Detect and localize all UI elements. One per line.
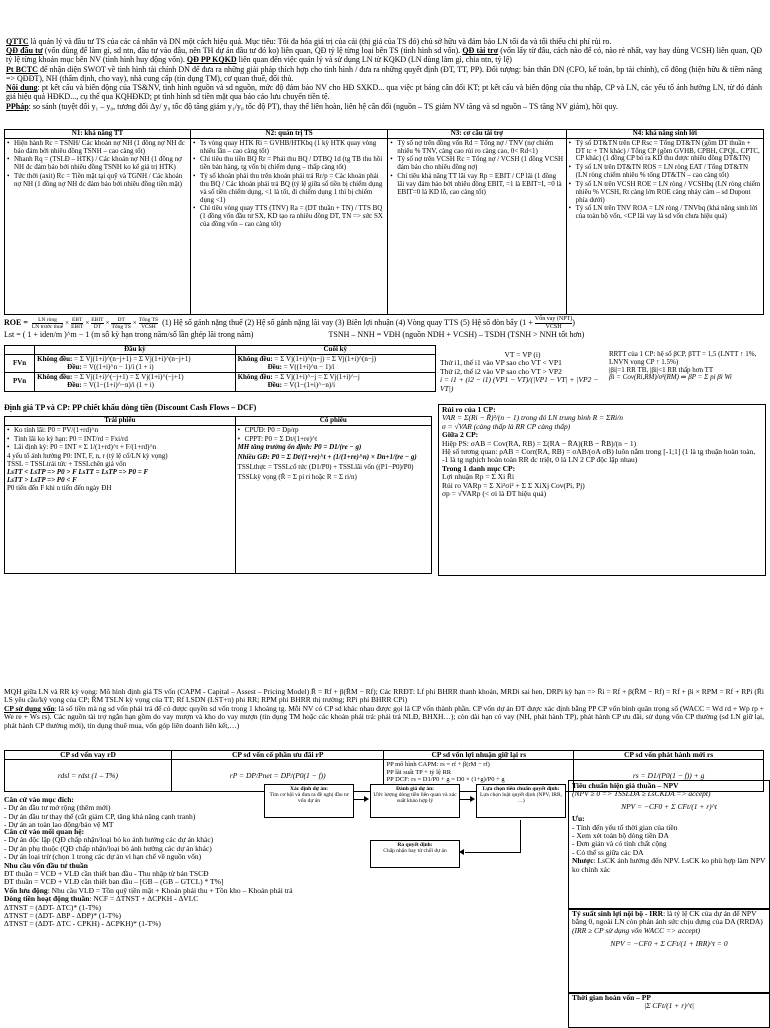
flow-step-criteria: Lựa chọn tiêu chuẩn quyết định: Lựa chọn luật quyết định (NPV, IRR, …) [476, 784, 566, 818]
flow-arrow [353, 799, 364, 800]
intro-content: Nội dung: pt kết cấu và biến động của TS&NV, tình hình nguồn và sd nguồn, mức độ đảm bảo NV cho HĐ SXKD... qua việc pt bảng cân đối KT; pt kết cấu và biến động của thu nhập, CP và LN, các yếu tố ảnh hưởng LN, từ đó đánh giá hiệu quả HĐKD..., cụ thể qua KQHĐKD; pt tình hình sd tiền mặt qua báo cáo lưu chuyển tiền tệ. [6, 83, 762, 102]
ratio-header-n2: N2: quản trị TS [190, 130, 387, 139]
fv-label: FVn [5, 354, 35, 373]
ratio-item: • Tỷ số LN trên VCSH ROE = LN ròng / VCSHbq (LN ròng chiếm nhiêu % VCSH, Rt càng lớn ROE càng nhảy cảm – sd Dupont phía dưới) [576, 181, 761, 204]
dupont-formula: ROE = LN ròng LN trước thuế × EBT EBIT × EBIT DT × DT Tổng TS × Tổng TS VCSH (1) Hệ số gánh nặng thuế (2) Hệ số gánh nặng lãi vay (3) Biên lợi nhuận (4) Vòng quay TTS (5) Hệ số đòn bẩy (1 + Vốn vay (NPT) VCSH ) [4, 316, 575, 330]
ratio-item: • Tỷ số nợ trên đồng vốn Rd = Tổng nợ / TNV (nợ chiếm nhiêu % TNV, càng cao rủi ro càng cao, 0< Rd<1) [397, 140, 563, 156]
ratio-item: • Tỷ số LN trên TNV ROA = LN ròng / TNVbq (khả năng sinh lời của toàn bộ vốn, <CP lãi vay là sd vốn chưa hiệu quả) [576, 205, 761, 221]
bond-header: Trái phiếu [5, 417, 236, 426]
ratio-item: • Chỉ tiêu thu tiền BQ Rr = Phải thu BQ / DTBQ 1d (tg TB thu hồi tiền bán hàng, tg vốn bị chiếm dụng – thấp càng tốt) [200, 156, 385, 172]
cost-header-debt: CP sd vốn vay rD [5, 751, 172, 760]
ratio-item: • Chỉ tiêu vòng quay TTS (TNV) Ra = (DT thuần + TN) / TTS BQ (1 đồng vốn đầu tư SX, KD tạo ra nhiêu đồng DT, TN => sức SX của đồng vốn – cao càng tốt) [200, 205, 385, 228]
ratio-table-section [4, 129, 764, 314]
fv-end-cell: Không đều: = Σ Vj(1+i)^(n−j) = Σ Vj(1+i)^(n−j) Đều: = V((1+i)^n − 1)/i [235, 354, 435, 373]
intro-bctc: Pt BCTC để nhận diện SWOT về tình hình tài chính DN để đưa ra những giải pháp thích hợp cho tình hình / đưa ra những quyết định (ĐT, TT, PP). Đối tượng: bản thân DN (CFO, kế toán, bp tài chính), cổ đông (hiện hữu & tiềm năng => QĐĐT), NH (thẩm định, cho vay), nhà cung cấp (tín dụng TM), cơ quan thuế, đối thủ. [6, 64, 762, 83]
ratio-col-n1 [5, 138, 191, 314]
valuation-title: Định giá TP và CP: PP chiết khấu dòng tiền (Discount Cash Flows – DCF) [4, 403, 257, 412]
intro-qttc: QTTC là quản lý và đầu tư TS của các cá nhân và DN một cách hiệu quả. Mục tiêu: Tối đa hóa giá trị của cải (thị giá của TS đó) chủ sở hữu và đảm bảo LN tối đa và tối thiểu chi phí rủi ro. [6, 37, 612, 46]
ratio-header-n1: N1: khả năng TT [5, 130, 191, 139]
irr-section: Tỷ suất sinh lợi nội bộ - IRR: là tỷ lệ CK của dự án để NPV bằng 0, ngoài LN còn phản ánh sức chịu đựng của DA (RRDA) (IRR ≥ CP sử dụng vốn WACC => accept) NPV = −CF0 + Σ CFt/(1 + IRR)^t = 0 [568, 908, 770, 994]
capital-budgeting-flow [262, 780, 564, 880]
intro-section [6, 38, 762, 112]
cost-new-equity: rs = D1/(P0(1 − f)) + g [574, 760, 764, 792]
fv-start-cell: Không đều: = Σ Vj(1+i)^(n−j+1) = Σ Vj(1+i)^(n−j+1) Đều: = V((1+i)^n − 1)/i (1 + i) [35, 354, 235, 373]
systematic-risk-section: RRTT của 1 CP: hệ số βCP, βTT = 1,5 (LNTT ↑ 1%, LNVN vọng CP ↑ 1.5%) |βi|=1 RR TB, |βi|<1 RR thấp hơn TT βi = Cov(Ri,RM)/σ²(RM) ⇒ βP = Σ pi βi Wi [609, 350, 757, 382]
fv-header-end: Cuối kỳ [235, 346, 435, 355]
ratio-header-n4: N4: khả năng sinh lời [566, 130, 763, 139]
npv-section: Tiêu chuẩn hiện giá thuần – NPV (NPV ≥ 0 => TSSLDA ≥ LsCKDA => accept) NPV = −CF0 + Σ CFt/(1 + r)^t Ưu: - Tính đến yếu tố thời gian của tiền - Xem xét toàn bộ dòng tiền DA - Đơn giản và có tính chất cộng - Có thể ss giữa các DA Nhược: LsCK ảnh hưởng đến NPV. LsCK ko phù hợp làm NPV ko chính xác [568, 780, 770, 910]
ratio-header-n3: N3: cơ cấu tài trợ [388, 130, 566, 139]
cost-preferred: rP = DP/Pnet = DP/(P0(1 − f)) [171, 760, 384, 792]
flow-arrow-head [470, 796, 475, 802]
dupont-fractions: LN ròng LN trước thuế × EBT EBIT × EBIT DT × DT Tổng TS × Tổng TS VCSH [31, 316, 159, 330]
dupont-fraction: Tổng TS VCSH [138, 316, 159, 330]
cost-header-new-equity: CP sd vốn phát hành mới rs [574, 751, 764, 760]
ratio-col-n2 [190, 138, 387, 314]
interpolation-section: VT = VP (i) Thử i1, thế i1 vào VP sao cho VT < VP1 Thử i2, thế i2 vào VP sao cho VT > VP2 i = i1 + (i2 − i1) (VP1 − VT)/(|VP1 − VT| + |VP2 − VT|) [440, 350, 599, 393]
ratio-col-n3 [388, 138, 566, 314]
ratio-table [4, 129, 764, 315]
flow-arrow [465, 852, 521, 853]
pv-label: PVn [5, 373, 35, 392]
lst-formula: Lst = ( 1 + iden/m )^m − 1 (m số kỳ hạn trong năm/số lần ghép lãi trong năm) TSNH – NNH = VĐH (nguồn NDH + VCSH) – TSDH (TSNH > NNH tốt hơn) [4, 330, 585, 340]
bond-formula: • Ko tính lãi: P0 = PV/(1+rd)^n [14, 427, 233, 435]
fv-pv-table [4, 345, 436, 392]
capm-section: MQH giữa LN và RR kỳ vọng: Mô hình định giá TS vốn (CAPM - Capital – Assest – Pricing Model) R̄ = Rf + β(R̄M − Rf); Các RRĐT: Lf phi BHRR thanh khoản, MRDi sai hen, DRPi kỳ hạn => R̄i = Rf + β(R̄M − Rf) = Rf + βi × RPM = Rf + RPi (R̄i LS yêu cầu/kỳ vọng của CP; R̄M TSLN kỳ vọng của TT; Rf LSDN (LST+π) phi RR; RPM phi BHRR thị trường; RPi phi BHRR CPi) CP sử dụng vốn: là số tiền mà ng sd vốn phải trả để có được quyền sd vốn trong 1 khoảng tg. Mỗi NV có CP sd khác nhau được gọi là CP vốn thành phần. CP vốn dự án ĐT được xác định bằng PP CP vốn bình quân trọng số (WACC = Wd rd + Wp rp + We re + Ws rs). Các nguồn tài trợ ngắn hạn gồm do vay mượn và kho do vay mượn (tín dụng TM hoặc các khoản phải trả: phải trả NLĐ, BHXH…); còn dài hạn có vay (NH, phát hành TP), phát hành CP ưu đãi, sử dụng vốn CP thường (sd LN giữ lại, phát hành CP thường mới), tín dụng thuê mua, vốn góp liên doanh liên kết,…) [4, 687, 764, 730]
ratio-item: • Tỷ số DT&TN trên CP Rsc = Tổng DT&TN (gồm DT thuần + DT tc + TN khác) / Tổng CP (gồm GVHB, CPBH, CPQL, CPTC, CP khác) (1 đồng CP bỏ ra KD thu được nhiêu đồng DT&TN) [576, 140, 761, 163]
ratio-item: • Tức thời (axit) Rc = Tiền mặt tại quỹ và TGNH / Các khoản nợ NH (1 đồng nợ NH đc đảm bảo bởi nhiêu đồng tiền mặt) [14, 173, 188, 189]
cost-header-preferred: CP sd vốn cổ phần ưu đãi rP [171, 751, 384, 760]
dupont-section [4, 316, 764, 342]
flow-step-identify: Xác định dự án: Tìm cơ hội và đưa ra đề nghị đầu tư vốn dự án [264, 784, 354, 818]
ratio-item: • Tỷ số nợ trên VCSH Rc = Tổng nợ / VCSH (1 đồng VCSH đảm bảo cho nhiêu đồng nợ) [397, 156, 563, 172]
bond-formula: • Tính lãi ko kỳ hạn: P0 = INT/rd = Fxi/rd [14, 436, 233, 444]
fv-header-start: Đầu kỳ [35, 346, 235, 355]
dupont-fraction: EBT EBIT [71, 316, 84, 330]
pv-start-cell: Không đều: = Σ Vj(1+i)^(−j+1) = Σ Vj(1+i)^(−j+1) Đều: = V(1−(1+i)^−n)/i (1 + i) [35, 373, 235, 392]
ratio-item: • Chỉ tiêu khả năng TT lãi vay Rp = EBIT / CP lãi (1 đồng lãi vay đảm bảo bởi nhiêu đồng EBIT, =1 là EBIT=I, =0 là EBIT=0 là KD lỗ, cao càng tốt) [397, 173, 563, 196]
fv-pv-section [4, 345, 436, 390]
flow-arrow [520, 820, 521, 852]
risk-section: Rủi ro của 1 CP: VAR = Σ(Ri − R̄)²/(n − 1) trong đó LN trung bình R = ΣRi/n σ = √VAR (càng thấp là RR CP càng thấp) Giữa 2 CP: Hiệp PS: σAB = Cov(RA, RB) = Σ(RA − R̄A)(RB − R̄B)/(n − 1) Hệ số tương quan: ρAB = Corr(RA, RB) = σAB/(σA σB) luôn nằm trong [-1;1] (1 là tg thuận hoàn toàn, -1 là tg nghịch hoàn toàn RR đc triệt, 0 là LN 2 CP độc lập nhau) Trong 1 danh mục CP: Lợi nhuận Rp = Σ Xi R̄i Rủi ro VARp = Σ Xi²σi² + Σ Σ XiXj Cov(Pi, Pj) σp = √VARp (< σi là ĐT hiệu quả) [438, 404, 766, 576]
ratio-item: • Ts vòng quay HTK Ri = GVHB/HTKbq (1 kỳ HTK quay vòng nhiêu lần – cao càng tốt) [200, 140, 385, 156]
bond-cell: • Ko tính lãi: P0 = PV/(1+rd)^n • Tính lãi ko kỳ hạn: P0 = INT/rd = Fxi/rd • Lãi định kỳ: P0 = INT × Σ 1/(1+rd)^t + F/(1+rd)^n 4 yếu tố ảnh hưởng P0: INT, F, n, r (tỷ lệ cổ/LN kỳ vọng) TSSL = TSSLtrái tức + TSSLchên giá vốn LsTT < LsTP => P0 > F LsTT = LsTP => P0 = F LsTT > LsTP => P0 < F P0 tiến đến F khi n tiến đến ngày ĐH [5, 425, 236, 573]
valuation-table [4, 416, 432, 574]
dupont-fraction: DT Tổng TS [111, 316, 131, 330]
dupont-fraction: EBIT DT [91, 316, 104, 330]
ratio-item: • Tỷ số LN trên DT&TN ROS = LN ròng EAT / Tổng DT&TN (LN ròng chiếm nhiêu % tổng DT&TN – cao càng tốt) [576, 164, 761, 180]
stock-cell: • CPƯĐ: P0 = Dp/rp • CPPT: P0 = Σ Dt/(1+re)^t MH tăng trưởng ổn định: P0 = D1/(re − g) Nhiều GĐ: P0 = Σ Dt/(1+re)^t + (1/(1+re)^n) × Dn+1/(re − g) TSSLthực = TSSLcổ tức (D1/P0) + TSSLlãi vốn ((P1−P0)/P0) TSSLkỳ vọng (R̄ = Σ pi ri hoặc R = Σ ri/n) [235, 425, 431, 573]
cost-header-retained: CP sd vốn lợi nhuận giữ lại rs [384, 751, 574, 760]
ratio-col-n4 [566, 138, 763, 314]
flow-step-decide: Ra quyết định: Chấp nhận hay từ chối dự án [370, 840, 460, 868]
stock-formula: • CPƯĐ: P0 = Dp/rp [245, 427, 429, 435]
flow-arrow-head [364, 796, 369, 802]
payback-section: Thời gian hoàn vốn – PP |Σ CFt/(1 + r)^t| [568, 992, 770, 1028]
ratio-item: • Nhanh Rq = (TSLĐ – HTK) / Các khoản nợ NH (1 đồng nợ NH đc đảm bảo bởi nhiêu đồng TSNH ko kể giá trị HTK) [14, 156, 188, 172]
stock-formula: • CPPT: P0 = Σ Dt/(1+re)^t [245, 436, 429, 444]
pv-end-cell: Không đều: = Σ Vj(1+i)^−j = Σ Vj(1+i)^−j Đều: = V(1−(1+i)^−n)/i [235, 373, 435, 392]
bond-formula: • Lãi định kỳ: P0 = INT × Σ 1/(1+rd)^t + F/(1+rd)^n [14, 444, 233, 452]
cost-debt: rdsl = rdst (1 – T%) [5, 760, 172, 792]
intro-method: PPháp: so sánh (tuyệt đối y₁ – y₀, tương đối Δy/ y₀ tốc độ tăng giảm y₁/y₀ tốc độ PT), thay thế liên hoàn, liên hệ cân đối (nguồn – TS giảm NV tăng và sd nguồn – TS tăng NV giảm), hồi quy. [6, 101, 618, 111]
dupont-fraction: LN ròng LN trước thuế [31, 316, 64, 330]
leverage-fraction: Vốn vay (NPT) VCSH [534, 316, 573, 330]
stock-header: Cổ phiếu [235, 417, 431, 426]
capital-need-section: Căn cứ vào mối quan hệ: - Dự án độc lập (QĐ chấp nhận/loại bỏ ko ảnh hưởng các dự án khác) - Dự án phụ thuộc (QĐ chấp nhận/loại bỏ ảnh hưởng các dự án khác) - Dự án loại trừ (chọn 1 trong các dự án vì hạn chế về nguồn vốn) Nhu cầu vốn đầu tư thuần ĐT thuần = VCĐ + VLĐ cần thiết ban đầu - Thu nhập từ bán TSCĐ ĐT thuần = VCĐ + VLĐ cần thiết ban đầu – [GB – (GB – GTCL) * T%] Vốn lưu động: Nhu cầu VLĐ = Tồn quỹ tiền mặt + Khoản phải thu + Tồn kho – Khoản phải trả Dòng tiền hoạt động thuần: NCF = ΔTNST + ΔCPKH - ΔVLC ΔTNST = (ΔDT- ΔTC)* (1-T%) ΔTNST = (ΔDT- ΔBP - ΔĐP)* (1-T%) ΔTNST = (ΔDT- ΔTC - CPKH) - ΔCPKH)* (1-T%) [4, 827, 293, 929]
flow-arrow-head [459, 849, 464, 855]
cost-retained: PP mô hình CAPM: rs = rf + β(rM − rf) PP lãi suất TP + tỷ lệ RR PP DCF: rs = D1/P0 + g = D0 × (1+g)/P0 + g [384, 760, 574, 792]
flow-arrow [459, 799, 470, 800]
capital-budgeting-section: Căn cứ vào mục đích: - Dự án đầu tư mở rộng (thêm mới) - Dự án đầu tư thay thế (cắt giảm CP, tăng khả năng cạnh tranh) - Dự án an toàn lao động/bảo vệ MT [4, 795, 196, 830]
ratio-item: • Hiện hành Rc = TSNH/ Các khoản nợ NH (1 đồng nợ NH đc bảo đảm bởi nhiêu đồng TSNH – cao càng tốt) [14, 140, 188, 156]
flow-step-evaluate: Đánh giá dự án: Ước lượng dòng tiền liên quan và xác suất khảo hợp lý [370, 784, 460, 818]
intro-decisions: QĐ đầu tư (vốn dùng để làm gì, sd ntn, đầu tư vào đâu, nên TH dự án đầu tư đó ko) liên quan, QĐ tỷ lệ từng loại bên TS (tình hình sd vốn). QĐ tài trợ (vốn lấy từ đâu, cách nào để có, nào rẻ nhất, vay hay dùng VCSH) liên quan, QĐ tỷ lệ từng khoản mục bên NV (tình hình huy động vốn). QĐ PP KQKD liên quan đến việc quản lý và sử dụng LN từ KQKD (LN dùng làm gì, chia ntn, tỷ lệ) [6, 46, 763, 65]
valuation-section [4, 416, 432, 574]
ratio-item: • Tỷ số khoản phải thu trên khoản phải trả Rr/p = Các khoản phải thu BQ / Các khoản phải trả BQ (tỷ lệ giữa số tiền bị chiếm dụng và số tiền chiếm dụng, <1 là tốt, đi chiếm dụng 1 thì bị chiếm dụng <1) [200, 173, 385, 204]
